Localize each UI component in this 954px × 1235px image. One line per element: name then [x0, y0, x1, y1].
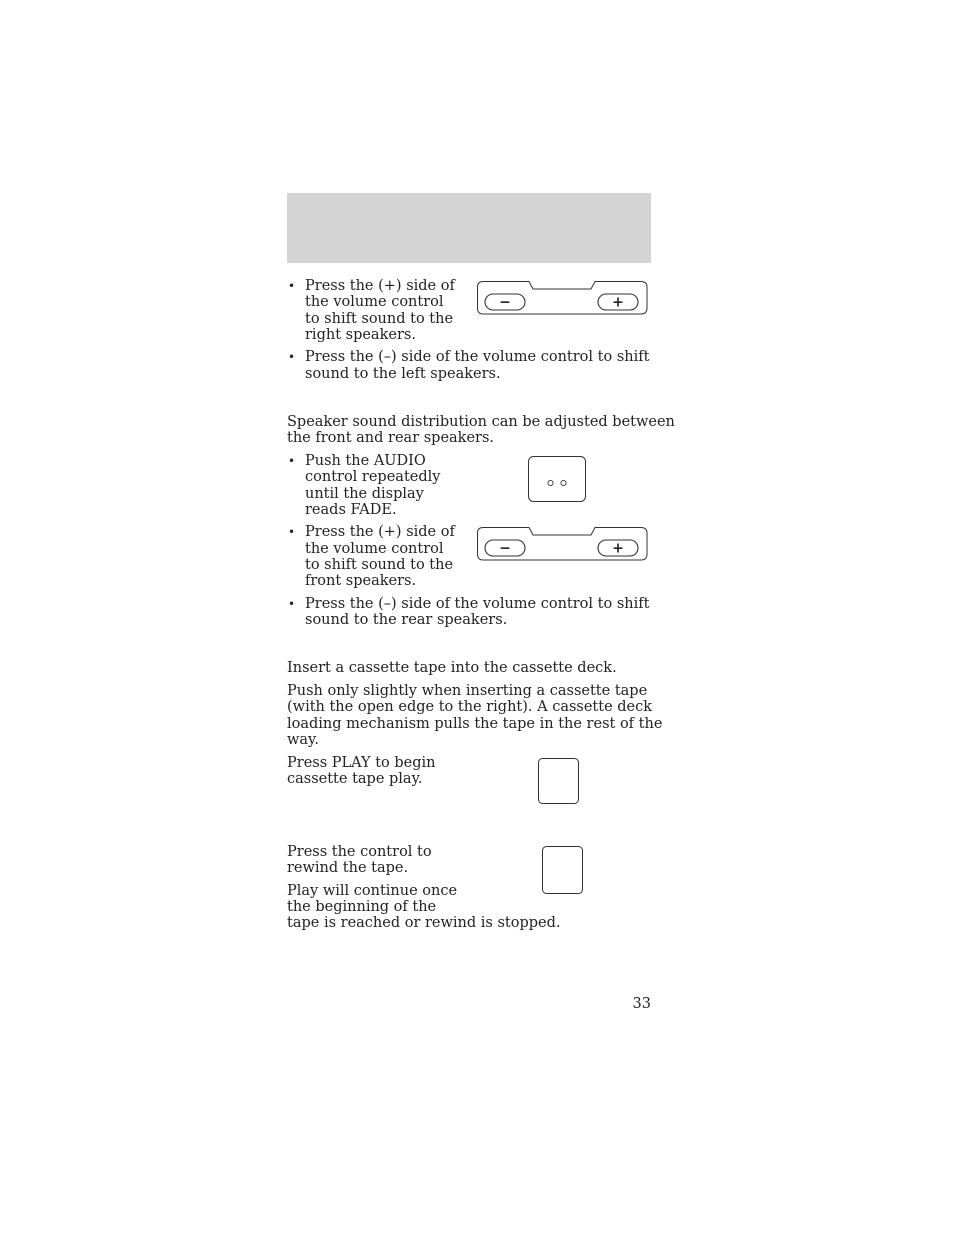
balance-left-line-1: Press the (–) side of the volume control to shift — [305, 349, 650, 365]
balance-right-line-2: the volume control — [305, 294, 444, 310]
rewind-continue-line-3: tape is reached or rewind is stopped. — [287, 915, 561, 931]
fade-audio-line-2: control repeatedly — [305, 469, 441, 485]
bullet-dot: • — [288, 279, 296, 293]
rewind-continue-line-2: the beginning of the — [287, 899, 437, 915]
plus-icon: + — [612, 294, 624, 311]
fade-intro-line-2: the front and rear speakers. — [287, 430, 495, 446]
minus-icon: − — [499, 294, 511, 311]
audio-indicator-icon — [548, 480, 553, 485]
rewind-continue-line-1: Play will continue once — [287, 883, 458, 899]
volume-control-illustration-balance — [477, 281, 648, 315]
balance-right-line-3: to shift sound to the — [305, 311, 454, 327]
fade-front-line-3: to shift sound to the — [305, 557, 454, 573]
cassette-push-line-4: way. — [287, 732, 319, 748]
fade-audio-line-1: Push the AUDIO — [305, 453, 426, 469]
bullet-dot: • — [288, 454, 296, 468]
bullet-dot: • — [288, 350, 296, 364]
balance-right-line-4: right speakers. — [305, 327, 416, 343]
rewind-line-2: rewind the tape. — [287, 860, 409, 876]
section-header-bar — [287, 193, 651, 263]
rewind-button[interactable] — [543, 847, 583, 894]
cassette-push-line-1: Push only slightly when inserting a cassette tape — [287, 683, 648, 699]
balance-left-line-2: sound to the left speakers. — [305, 366, 501, 382]
minus-icon: − — [499, 540, 511, 557]
play-button-illustration — [538, 758, 580, 805]
audio-button[interactable] — [529, 457, 586, 502]
fade-front-line-2: the volume control — [305, 541, 444, 557]
fade-audio-line-4: reads FADE. — [305, 502, 397, 518]
bullet-dot: • — [288, 597, 296, 611]
volume-control-illustration-fade — [477, 527, 648, 561]
page-number: 33 — [632, 995, 651, 1012]
cassette-play-line-1: Press PLAY to begin — [287, 755, 436, 771]
fade-front-line-4: front speakers. — [305, 573, 417, 589]
cassette-push-line-3: loading mechanism pulls the tape in the rest of the — [287, 716, 663, 732]
rewind-line-1: Press the control to — [287, 844, 432, 860]
plus-icon: + — [612, 540, 624, 557]
fade-rear-line-1: Press the (–) side of the volume control to shift — [305, 596, 650, 612]
fade-front-line-1: Press the (+) side of — [305, 524, 455, 540]
fade-intro-line-1: Speaker sound distribution can be adjusted between — [287, 414, 675, 430]
cassette-play-line-2: cassette tape play. — [287, 771, 423, 787]
audio-indicator-icon — [561, 480, 566, 485]
cassette-insert-text: Insert a cassette tape into the cassette deck. — [287, 660, 617, 676]
rewind-button-illustration — [542, 846, 584, 895]
fade-rear-line-2: sound to the rear speakers. — [305, 612, 508, 628]
audio-control-illustration — [528, 456, 587, 503]
bullet-dot: • — [288, 525, 296, 539]
cassette-push-line-2: (with the open edge to the right). A cassette deck — [287, 699, 653, 715]
balance-right-line-1: Press the (+) side of — [305, 278, 455, 294]
fade-audio-line-3: until the display — [305, 486, 424, 502]
play-button[interactable] — [539, 759, 579, 804]
